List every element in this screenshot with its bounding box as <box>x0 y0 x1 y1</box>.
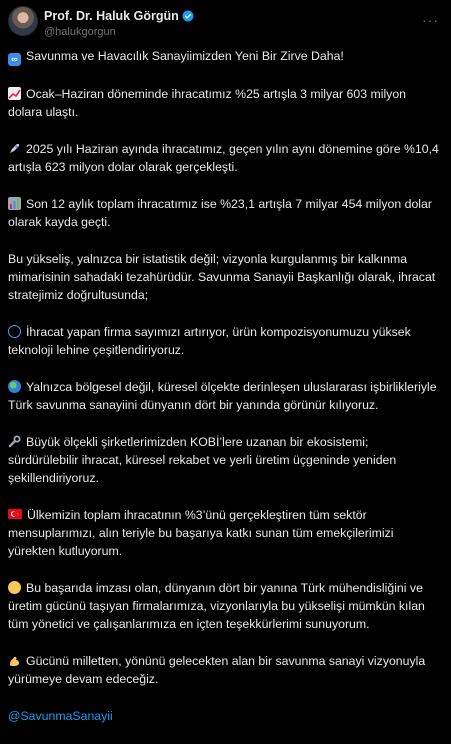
paragraph-12-month-exports: Son 12 aylık toplam ihracatımız ise %23,1 artışla 7 milyar 454 milyon dolar olarak kayda geçti. <box>8 197 436 229</box>
avatar[interactable] <box>8 6 38 36</box>
flexed-biceps-icon <box>8 654 21 667</box>
paragraph-global-cooperation: Yalnızca bölgesel değil, küresel ölçekte derinleşen uluslararası işbirlikleriyle Türk savunma sanayiini dünyanın dört bir yanında görünür kılıyoruz. <box>8 380 440 412</box>
paragraph-half-year-exports: Ocak–Haziran döneminde ihracatımız %25 artışla 3 milyar 603 milyon dolara ulaştı. <box>8 87 410 119</box>
paragraph-june-exports: 2025 yılı Haziran ayında ihracatımız, geçen yılın aynı dönemine göre %10,4 artışla 623 milyon dolar olarak gerçekleşti. <box>8 142 443 174</box>
globe-icon <box>8 380 21 393</box>
paragraph-congratulations: Ülkemizin toplam ihracatının %3’ünü gerçekleştiren tüm sektör mensuplarımızı, alın teriyle bu başarıya katkı sunan tüm emekçilerimizi yürekten kutluyorum. <box>8 508 397 558</box>
paragraph-headline: ∞ Savunma ve Havacılık Sanayiimizden Yeni Bir Zirve Daha! <box>8 47 440 66</box>
paragraph-closing: Gücünü milletten, yönünü gelecekten alan bir savunma sanayi vizyonuyla yürümeye devam edeceğiz. <box>8 654 429 686</box>
author-name[interactable]: Prof. Dr. Haluk Görgün <box>44 9 179 23</box>
author-handle[interactable]: @halukgorgun <box>44 26 116 38</box>
handshake-icon <box>8 581 21 594</box>
wrench-icon <box>8 435 21 448</box>
tweet-text <box>8 47 443 744</box>
paragraph-vision: Bu yükseliş, yalnızca bir istatistik değil; vizyonla kurgulanmış bir kalkınma mimarisinin sahadaki tezahürüdür. Savunma Sanayii Başkanlığı olarak, ihracat stratejimiz doğrultusunda; <box>8 252 439 302</box>
chart-increasing-icon <box>8 87 21 100</box>
author-name-row <box>44 9 194 23</box>
mention-link[interactable]: @SavunmaSanayii <box>8 709 113 723</box>
globe-meridians-icon <box>8 325 21 338</box>
more-options-icon[interactable]: ··· <box>422 12 439 28</box>
paragraph-ecosystem: Büyük ölçekli şirketlerimizden KOBİ’lere uzanan bir ekosistemi; sürdürülebilir ihracat, küresel rekabet ve yerli üretim üçgeninde yeniden şekillendiriyoruz. <box>8 435 400 485</box>
turkey-flag-icon <box>8 509 22 519</box>
bar-chart-icon <box>8 197 21 210</box>
paragraph-thanks: Bu başarıda imzası olan, dünyanın dört bir yanına Türk mühendisliğini ve üretim gücünü taşıyan firmalarımıza, vizyonlarıyla bu yükselişi mümkün kılan tüm yönetici ve çalışanlarımıza en içten teşekkürlerimi sunuyorum. <box>8 581 429 631</box>
infinity-icon: ∞ <box>8 53 21 66</box>
mention-paragraph <box>8 707 440 725</box>
tweet-header <box>8 4 443 44</box>
verified-badge-icon <box>182 10 194 22</box>
rocket-icon <box>8 142 21 155</box>
paragraph-firm-count: İhracat yapan firma sayımızı artırıyor, ürün kompozisyonumuzu yüksek teknoloji lehine çeşitlendiriyoruz. <box>8 325 415 357</box>
